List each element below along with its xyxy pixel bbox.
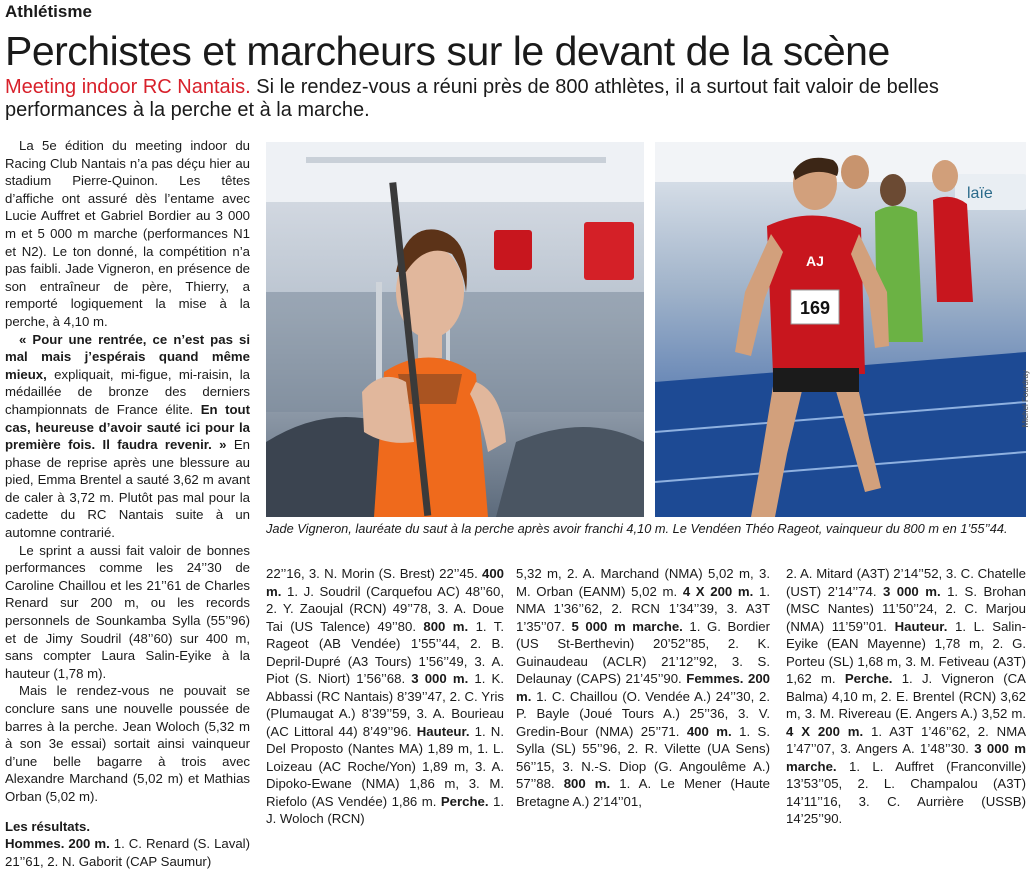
- col3-segment: 4 X 200 m.: [682, 583, 754, 599]
- deck-kicker: Meeting indoor RC Nantais.: [5, 76, 251, 98]
- col4-segment: 1. J. Vigneron (CA Balma) 4,10 m, 2. E. Brentel (RCN) 3,62 m, 3. M. Rivereau (E. Angers A.) 3,52 m.: [786, 671, 1026, 721]
- paragraph-1: La 5e édition du meeting indoor du Racing Club Nantais n’a pas déçu hier au stadium Pierre-Quinon. Les têtes d’affiche ont assuré dès l’entame avec Lucie Auffret et Gabriel Bordier au 3 000 m et 5 000 m marche (performances N1 et N2). Le ton donné, la compétition n’a pas faibli. Jade Vigneron, en présence de son entraîneur de père, Thierry, a remporté logiquement la mise à la perche, à 4,10 m.: [5, 138, 250, 329]
- photo-caption: Jade Vigneron, lauréate du saut à la perche après avoir franchi 4,10 m. Le Vendéen Théo Rageot, vainqueur du 800 m en 1’55’’44.: [266, 521, 1008, 536]
- col3-segment: 1. NMA 1’36’’62, 2. RCN 1’34’’39, 3. A3T 1’35’’07.: [516, 583, 770, 634]
- col4-segment: 4 X 200 m.: [786, 723, 864, 739]
- col3-segment: 1. G. Bordier (US St-Berthevin) 20’52’’85, 2. K. Guinaudeau (ACLR) 21’12’’92, 3. S. Delaunay (CAPS) 21’45’’90.: [516, 618, 770, 686]
- col2-segment: 3 000 m.: [411, 671, 469, 686]
- section-rubric: Athlétisme: [5, 2, 92, 21]
- results-col4: [786, 565, 1026, 828]
- col2-segment: 1. J. Soudril (Carquefou AC) 48’’60, 2. Y. Zaoujal (RCN) 49’’78, 3. A. Doue Tai (US Talence) 49’’80.: [266, 583, 504, 634]
- article-body: [5, 137, 250, 870]
- col4-segment: Perche.: [844, 671, 893, 686]
- headline: Perchistes et marcheurs sur le devant de la scène: [5, 28, 890, 74]
- results-col1: [5, 835, 250, 870]
- paragraph-2-text-b: En phase de reprise après une blessure au pied, Emma Brentel a sauté 3,62 m avant de caler à 3,72 m. Plutôt pas mal pour la cadette du RC Nantais suite à un automne contrarié.: [5, 437, 251, 541]
- results-heading-text: Les résultats.: [5, 818, 91, 834]
- runners-image: [655, 142, 1026, 517]
- results-heading: [5, 818, 250, 836]
- col2-segment: 1. T. Rageot (AB Vendée) 1’55’’44, 2. B. Depril-Dupré (A3 Tours) 1’56’’49, 3. A. Piot (S. Niort) 1’56’’68.: [266, 618, 504, 686]
- col4-segment: 1. L. Salin-Eyike (EAN Mayenne) 1,78 m, 2. G. Porteu (SL) 1,68 m, 3. M. Fetiveau (A3T) 1,62 m.: [786, 618, 1026, 686]
- col4-segment: 2. A. Mitard (A3T) 2’14’’52, 3. C. Chatelle (UST) 2’14’’74.: [786, 566, 1026, 599]
- bib-number: 169: [799, 298, 831, 318]
- col4-segment: 1. A3T 1’46’’62, 2. NMA 1’47’’07, 3. Angers A. 1’48’’30.: [786, 723, 1026, 756]
- col2-segment: 1. N. Del Proposto (Nantes MA) 1,89 m, 1. L. Loizeau (AC Roche/Yon) 1,89 m, 3. A. Dipoko-Ewane (NMA) 1,86 m, 3. M. Riefolo (AS Vendée) 1,86 m.: [266, 723, 504, 809]
- pole-vaulter-image: [266, 142, 644, 517]
- results-col2: [266, 565, 504, 828]
- col3-segment: 5,32 m, 2. A. Marchand (NMA) 5,02 m, 3. M. Orban (EANM) 5,02 m.: [516, 566, 770, 599]
- col3-segment: 1. C. Chaillou (O. Vendée A.) 24’’30, 2. P. Bayle (Joué Tours A.) 25’’36, 3. V. Gredin-Bour (NMA) 25’’71.: [516, 688, 770, 739]
- col4-segment: 1. S. Brohan (MSC Nantes) 11’50’’24, 2. C. Marjou (NMA) 11’59’’01.: [786, 583, 1026, 634]
- quote-2: En tout cas, heureuse d’avoir sauté ici pour la première fois. Il faudra revenir. »: [5, 401, 250, 453]
- col4-segment: 3 000 m marche.: [786, 741, 1026, 774]
- col1-segment: Hommes. 200 m.: [5, 836, 110, 852]
- paragraph-2-text-a: expliquait, mi-figue, mi-raisin, la médaillée de bronze des derniers championnats de France élite.: [5, 366, 250, 417]
- col2-segment: 400 m.: [266, 566, 504, 599]
- singlet-text: AJ: [806, 253, 824, 269]
- deck: [5, 76, 1025, 122]
- paragraph-2: [5, 331, 250, 542]
- col3-segment: 5 000 m marche.: [571, 618, 683, 634]
- results-col3: [516, 565, 770, 810]
- col3-segment: 1. S. Sylla (SL) 55’’96, 2. R. Vilette (UA Sens) 56’’15, 3. N.-S. Diop (G. Angoulême A.) 57’’88.: [516, 723, 770, 791]
- col2-segment: Perche.: [440, 793, 489, 809]
- col3-segment: Femmes. 200 m.: [516, 671, 770, 704]
- photo-runners: [655, 142, 1026, 517]
- col1-segment: 1. C. Renard (S. Laval) 21’’61, 2. N. Gaborit (CAP Saumur): [5, 836, 250, 869]
- col3-segment: 1. A. Le Mener (Haute Bretagne A.) 2’14’’01,: [516, 776, 770, 809]
- col2-segment: Hauteur.: [416, 723, 470, 739]
- col2-segment: 1. K. Abbassi (RC Nantais) 8’39’’47, 2. C. Yris (Plumaugat A.) 8’39’’59, 3. A. Bourieau (AC Littoral 44) 8’49’’96.: [266, 671, 504, 739]
- paragraph-3: Le sprint a aussi fait valoir de bonnes performances comme les 24’’30 de Caroline Chaillou et les 21’’61 de Charles Renard sur 200 m, ou les records personnels de Sounkamba Sylla (55’’96) et de Jimy Soudril (48’’60) sur 400 m, sans compter Laura Salin-Eyike à la hauteur (1,78 m).: [5, 542, 250, 681]
- col2-segment: 800 m.: [423, 618, 469, 634]
- paragraph-4: Mais le rendez-vous ne pouvait se conclure sans une nouvelle poussée de barres à la perche. Jean Woloch (5,32 m à son 3e essai) sortait ainsi vainqueur d’une belle bagarre à trois avec Alexandre Marchand (5,02 m) et Mathias Orban (5,02 m).: [5, 683, 250, 804]
- col4-segment: 3 000 m.: [882, 583, 941, 599]
- col3-segment: 400 m.: [686, 723, 732, 739]
- photo-pole-vaulter: [266, 142, 644, 517]
- col3-segment: 800 m.: [563, 776, 611, 791]
- col2-segment: 1. J. Woloch (RCN): [266, 793, 504, 826]
- photo-credit: Michel Fourdray: [1021, 370, 1030, 428]
- quote-1: « Pour une rentrée, ce n’est pas si mal mais j’espérais quand même mieux,: [5, 331, 250, 382]
- col4-segment: Hauteur.: [894, 618, 948, 634]
- banner-text: laïe: [967, 185, 993, 202]
- col4-segment: 1. L. Auffret (Franconville) 13’53’’05, 2. L. Champalou (A3T) 14’11’’16, 3. C. Aurrière (USSB) 14’25’’90.: [786, 758, 1026, 826]
- deck-text: Si le rendez-vous a réuni près de 800 athlètes, il a surtout fait valoir de belles performances à la perche et à la marche.: [5, 76, 939, 121]
- col2-segment: 22’’16, 3. N. Morin (S. Brest) 22’’45.: [266, 566, 482, 581]
